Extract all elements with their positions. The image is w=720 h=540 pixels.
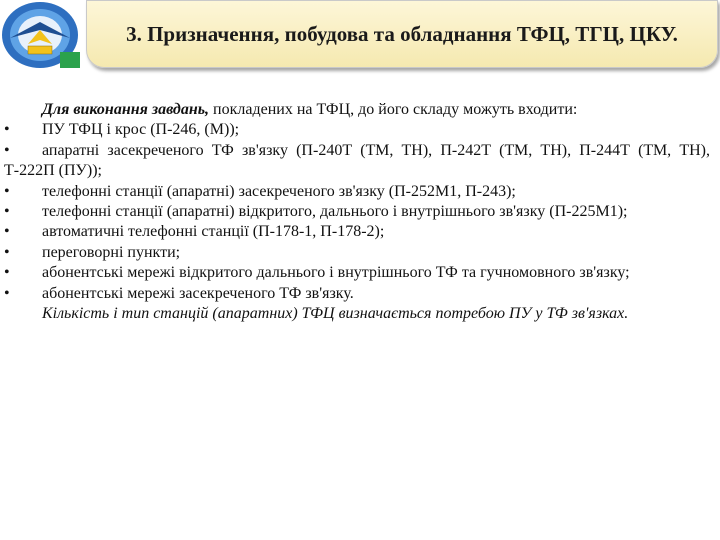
bullet-icon: •	[4, 243, 10, 261]
list-item	[4, 284, 710, 304]
intro-paragraph	[4, 100, 710, 120]
list-item	[4, 120, 710, 140]
list-item	[4, 141, 710, 182]
list-item	[4, 202, 710, 222]
list-item	[4, 182, 710, 202]
university-logo	[0, 0, 84, 70]
intro-emphasis: Для виконання завдань,	[42, 101, 210, 118]
slide-title: 3. Призначення, побудова та обладнання ТФЦ, ТГЦ, ЦКУ.	[126, 22, 678, 46]
list-item-text: апаратні засекреченого ТФ зв'язку (П-240Т (ТМ, ТН), П-242Т (ТМ, ТН), П-244Т (ТМ, ТН), Т-222П (ПУ));	[4, 141, 710, 180]
bullet-icon: •	[4, 284, 10, 302]
list-item	[4, 222, 710, 242]
list-item-text: абонентські мережі відкритого дальнього і внутрішнього ТФ та гучномовного зв'язку;	[42, 264, 630, 282]
body-text	[4, 100, 710, 324]
list-item-text: автоматичні телефонні станції (П-178-1, П-178-2);	[42, 223, 385, 241]
bullet-icon: •	[4, 141, 10, 159]
bullet-icon: •	[4, 223, 10, 241]
list-item-text: абонентські мережі засекреченого ТФ зв'язку.	[42, 284, 354, 302]
list-item-text: телефонні станції (апаратні) засекреченого зв'язку (П-252М1, П-243);	[42, 182, 516, 200]
bullet-icon: •	[4, 264, 10, 282]
list-item-text: телефонні станції (апаратні) відкритого, дальнього і внутрішнього зв'язку (П-225М1);	[42, 203, 628, 221]
closing-text: Кількість і тип станцій (апаратних) ТФЦ визначається потребою ПУ у ТФ зв'язках.	[42, 305, 629, 323]
slide-title-box	[86, 0, 718, 68]
header	[0, 0, 720, 72]
bullet-icon: •	[4, 203, 10, 221]
list-item-text: переговорні пункти;	[42, 243, 181, 261]
list-item-text: ПУ ТФЦ і крос (П-246, (М));	[42, 121, 240, 139]
list-item	[4, 243, 710, 263]
list-item	[4, 263, 710, 283]
closing-paragraph	[4, 304, 710, 324]
bullet-icon: •	[4, 182, 10, 200]
intro-rest: покладених на ТФЦ, до його складу можуть входити:	[209, 101, 578, 118]
bullet-icon: •	[4, 121, 10, 139]
